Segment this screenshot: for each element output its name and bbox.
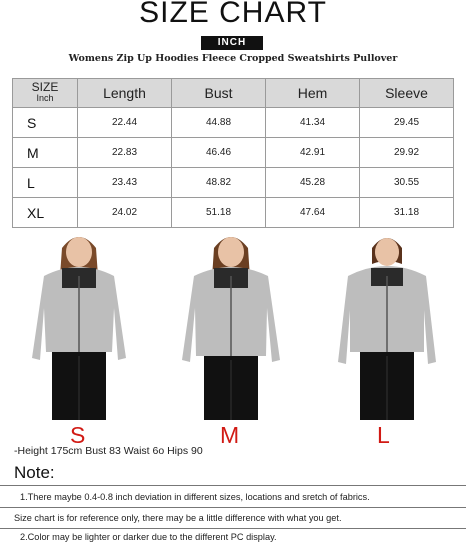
row-size-label: M [13,138,78,168]
table-cell: 51.18 [172,198,266,228]
note-line: 2.Color may be lighter or darker due to the different PC display. [20,532,277,542]
model-photo-large [322,228,452,420]
table-cell: 22.83 [78,138,172,168]
model-photo-small [14,228,144,420]
note-title: Note: [14,463,55,482]
model-size-label-small: S [70,422,86,448]
table-cell: 45.28 [266,168,360,198]
row-size-label: XL [13,198,78,228]
product-subtitle: Womens Zip Up Hoodies Fleece Cropped Sweatshirts Pullover [68,53,398,64]
table-cell: 46.46 [172,138,266,168]
table-row [13,138,454,168]
table-cell: 29.92 [360,138,454,168]
table-row [13,168,454,198]
note-divider [0,507,466,508]
model-photos [0,228,466,420]
table-cell: 42.91 [266,138,360,168]
table-row [13,198,454,228]
column-header: Bust [172,79,266,108]
size-table [12,78,454,228]
model-photo-medium [166,228,296,420]
unit-badge: INCH [201,36,263,50]
column-header: Hem [266,79,360,108]
table-cell: 22.44 [78,108,172,138]
table-cell: 41.34 [266,108,360,138]
table-cell: 31.18 [360,198,454,228]
model-size-label-medium: M [220,422,240,448]
table-cell: 44.88 [172,108,266,138]
table-cell: 24.02 [78,198,172,228]
row-size-label: L [13,168,78,198]
row-size-label: S [13,108,78,138]
column-header: Length [78,79,172,108]
table-cell: 48.82 [172,168,266,198]
note-divider [0,528,466,529]
table-row [13,108,454,138]
table-cell: 23.43 [78,168,172,198]
size-chart-title: SIZE CHART [139,0,327,29]
size-unit-label: Inch [36,93,54,103]
table-cell: 47.64 [266,198,360,228]
note-line: Size chart is for reference only, there may be a little difference with what you get. [14,513,342,523]
note-line: 1.There maybe 0.4-0.8 inch deviation in different sizes, locations and sretch of fabrics. [20,492,370,502]
size-column-header: SIZE Inch [13,79,78,108]
note-divider [0,485,466,486]
table-header-row [13,79,454,108]
model-measurements: -Height 175cm Bust 83 Waist 6o Hips 90 [14,445,203,457]
table-cell: 29.45 [360,108,454,138]
column-header: Sleeve [360,79,454,108]
table-cell: 30.55 [360,168,454,198]
model-size-label-large: L [377,422,390,448]
